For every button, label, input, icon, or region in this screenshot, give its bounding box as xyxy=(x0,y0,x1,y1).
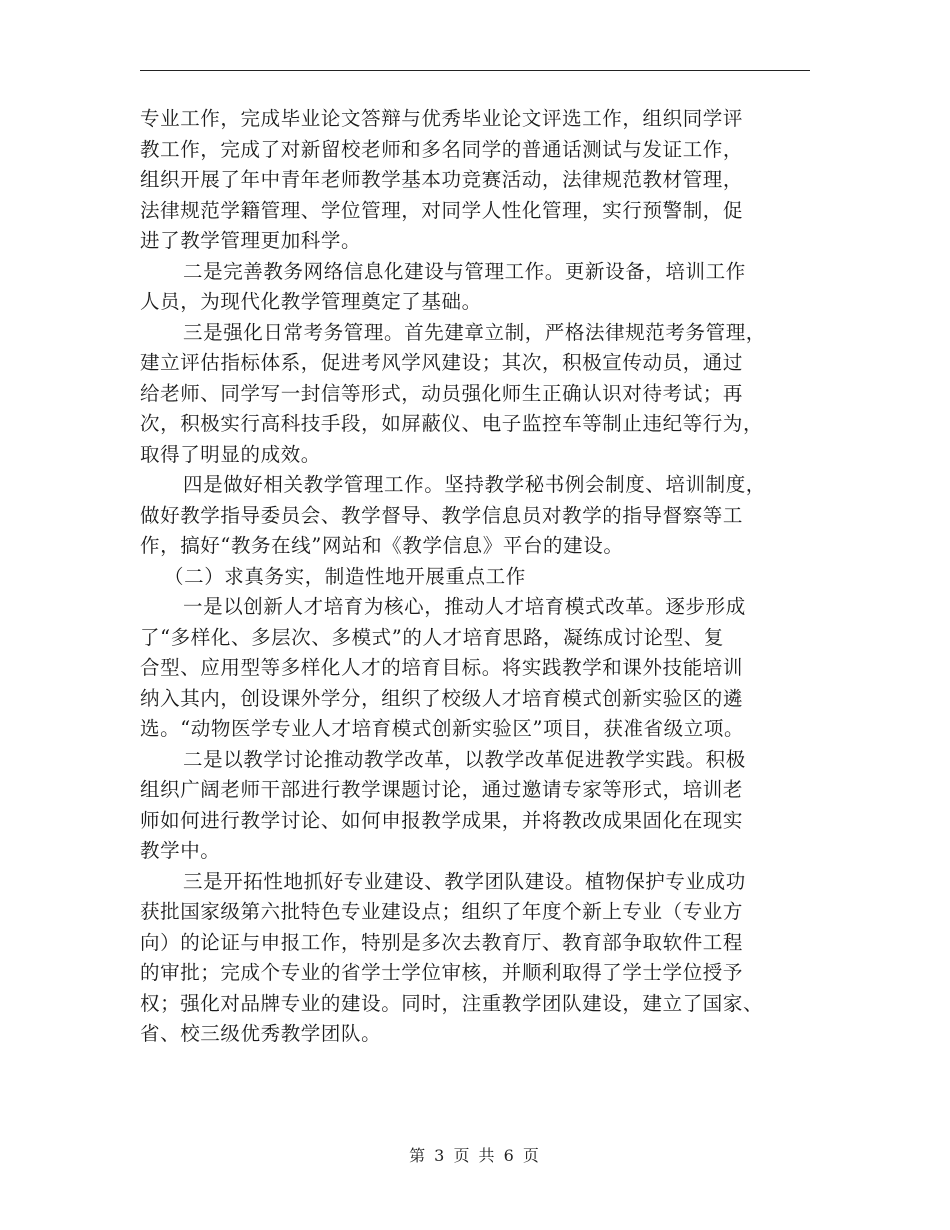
text-line: 二是以教学讨论推动教学改革，以教学改革促进教学实践。积极 xyxy=(183,747,746,771)
text-line: 建立评估指标体系，促进考风学风建设；其次，积极宣传动员，通过 xyxy=(140,351,744,374)
text-line: 纳入其内，创设课外学分，组织了校级人才培育模式创新实验区的遴 xyxy=(140,686,744,710)
text-line: 组织开展了年中青年老师教学基本功竞赛活动，法律规范教材管理， xyxy=(140,168,744,191)
page-number-footer: 第 3 页 共 6 页 xyxy=(409,1146,541,1165)
text-line: 给老师、同学写一封信等形式，动员强化师生正确认识对待考试；再 xyxy=(140,381,744,405)
text-line: 教工作，完成了对新留校老师和多名同学的普通话测试与发证工作， xyxy=(140,137,744,161)
header-rule xyxy=(140,70,810,71)
text-line: 进了教学管理更加科学。 xyxy=(140,229,362,252)
text-line: 省、校三级优秀教学团队。 xyxy=(140,1022,382,1045)
text-line: 次，积极实行高科技手段，如屏蔽仪、电子监控车等制止违纪等行为， xyxy=(140,412,764,435)
text-line: 四是做好相关教学管理工作。坚持教学秘书例会制度、培训制度， xyxy=(183,473,766,496)
text-line: （二）求真务实，制造性地开展重点工作 xyxy=(164,564,526,588)
text-line: 三是开拓性地抓好专业建设、教学团队建设。植物保护专业成功 xyxy=(183,869,746,893)
text-line: 一是以创新人才培育为核心，推动人才培育模式改革。逐步形成 xyxy=(183,595,746,618)
text-line: 获批国家级第六批特色专业建设点；组织了年度个新上专业（专业方 xyxy=(140,900,744,923)
text-line: 作，搞好“教务在线”网站和《教学信息》平台的建设。 xyxy=(140,534,624,557)
text-line: 做好教学指导委员会、教学督导、教学信息员对教学的指导督察等工 xyxy=(140,503,744,527)
text-line: 权；强化对品牌专业的建设。同时，注重教学团队建设，建立了国家、 xyxy=(140,991,764,1015)
text-line: 选。“动物医学专业人才培育模式创新实验区”项目，获准省级立项。 xyxy=(140,717,745,740)
text-line: 了“多样化、多层次、多模式”的人才培育思路，凝练成讨论型、复 xyxy=(140,625,724,649)
text-line: 向）的论证与申报工作，特别是多次去教育厅、教育部争取软件工程 xyxy=(140,930,744,954)
text-line: 师如何进行教学讨论、如何申报教学成果，并将教改成果固化在现实 xyxy=(140,808,744,832)
text-line: 合型、应用型等多样化人才的培育目标。将实践教学和课外技能培训 xyxy=(140,656,744,679)
document-body xyxy=(140,104,816,1050)
text-line: 专业工作，完成毕业论文答辩与优秀毕业论文评选工作，组织同学评 xyxy=(140,107,744,130)
text-line: 法律规范学籍管理、学位管理，对同学人性化管理，实行预警制，促 xyxy=(140,198,744,222)
text-line: 取得了明显的成效。 xyxy=(140,442,321,466)
text-line: 人员，为现代化教学管理奠定了基础。 xyxy=(140,290,482,313)
text-line: 教学中。 xyxy=(140,839,221,862)
text-line: 的审批；完成个专业的省学士学位审核，并顺利取得了学士学位授予 xyxy=(140,961,744,984)
text-line: 三是强化日常考务管理。首先建章立制，严格法律规范考务管理， xyxy=(183,320,766,344)
text-line: 二是完善教务网络信息化建设与管理工作。更新设备，培训工作 xyxy=(183,259,746,283)
text-line: 组织广阔老师干部进行教学课题讨论，通过邀请专家等形式，培训老 xyxy=(140,778,744,801)
